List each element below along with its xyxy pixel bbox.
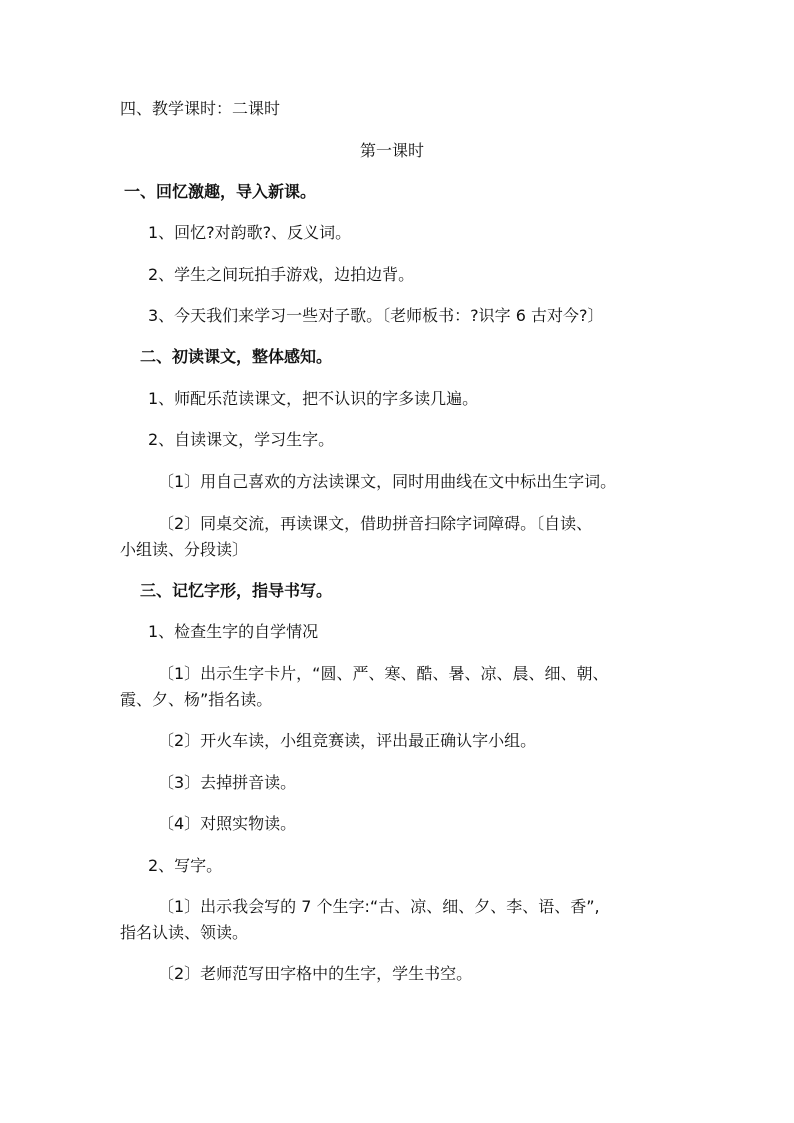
lesson-hours-line: 四、教学课时：二课时 bbox=[120, 99, 281, 118]
section-3-item-7-cont: 指名认读、领读。 bbox=[120, 923, 249, 942]
section-3-item-3: 〔2〕开火车读，小组竞赛读，评出最正确认字小组。 bbox=[158, 731, 537, 750]
section-3-item-7: 〔1〕出示我会写的 7 个生字:“古、凉、细、夕、李、语、香”, bbox=[158, 897, 600, 916]
section-1-item-3: 3、今天我们来学习一些对子歌。〔老师板书：?识字 6 古对今?〕 bbox=[148, 306, 604, 325]
first-period-title: 第一课时 bbox=[360, 141, 425, 160]
section-2-item-4: 〔2〕同桌交流，再读课文，借助拼音扫除字词障碍。〔自读、 bbox=[158, 514, 593, 533]
section-3-item-5: 〔4〕对照实物读。 bbox=[158, 814, 297, 833]
section-3-item-8: 〔2〕老师范写田字格中的生字，学生书空。 bbox=[158, 964, 473, 983]
section-2-item-1: 1、师配乐范读课文，把不认识的字多读几遍。 bbox=[148, 389, 479, 408]
section-3-item-1: 1、检查生字的自学情况 bbox=[148, 622, 319, 641]
section-2-heading: 二、初读课文，整体感知。 bbox=[140, 347, 333, 366]
section-1-item-2: 2、学生之间玩拍手游戏，边拍边背。 bbox=[148, 265, 415, 284]
section-3-heading: 三、记忆字形，指导书写。 bbox=[140, 581, 333, 600]
section-2-item-3: 〔1〕用自己喜欢的方法读课文，同时用曲线在文中标出生字词。 bbox=[158, 472, 617, 491]
section-3-item-6: 2、写字。 bbox=[148, 856, 223, 875]
section-3-item-2: 〔1〕出示生字卡片，“圆、严、寒、酷、暑、凉、晨、细、朝、 bbox=[158, 664, 609, 683]
section-3-item-4: 〔3〕去掉拼音读。 bbox=[158, 773, 297, 792]
section-2-item-2: 2、自读课文，学习生字。 bbox=[148, 430, 335, 449]
section-1-item-1: 1、回忆?对韵歌?、反义词。 bbox=[148, 223, 352, 242]
section-1-heading: 一、回忆激趣，导入新课。 bbox=[124, 182, 317, 201]
section-2-item-4-cont: 小组读、分段读〕 bbox=[120, 540, 249, 559]
section-3-item-2-cont: 霞、夕、杨”指名读。 bbox=[120, 690, 273, 709]
